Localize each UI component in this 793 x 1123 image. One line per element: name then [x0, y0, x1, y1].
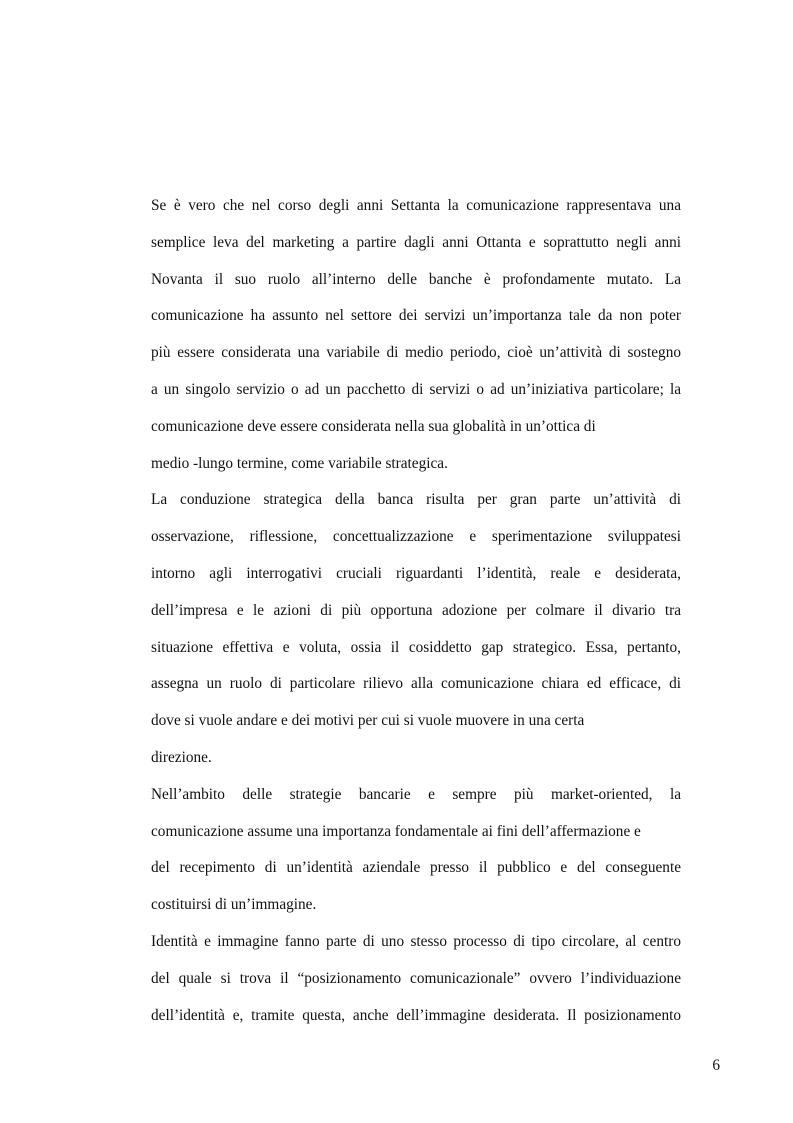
- text-line: dove si vuole andare e dei motivi per cui si vuole muovere in una certa: [151, 712, 585, 730]
- text-line: medio -lungo termine, come variabile strategica.: [151, 454, 448, 472]
- text-line: Identità e immagine fanno parte di uno stesso processo di tipo circolare, al centro: [151, 932, 681, 950]
- text-line: semplice leva del marketing a partire dagli anni Ottanta e soprattutto negli anni: [151, 233, 681, 251]
- text-line: comunicazione assume una importanza fondamentale ai fini dell’affermazione e: [151, 822, 641, 840]
- text-line: più essere considerata una variabile di medio periodo, cioè un’attività di sostegno: [151, 344, 681, 362]
- text-line: dell’identità e, tramite questa, anche dell’immagine desiderata. Il posizionamento: [151, 1006, 681, 1024]
- text-line: Se è vero che nel corso degli anni Settanta la comunicazione rappresentava una: [151, 197, 681, 214]
- text-line: a un singolo servizio o ad un pacchetto di servizi o ad un’iniziativa particolare; la: [151, 380, 681, 398]
- page-body: [151, 188, 681, 1034]
- text-line: Nell’ambito delle strategie bancarie e sempre più market-oriented, la: [151, 785, 681, 803]
- text-line: assegna un ruolo di particolare rilievo alla comunicazione chiara ed efficace, di: [151, 675, 681, 693]
- text-line: del quale si trova il “posizionamento comunicazionale” ovvero l’individuazione: [151, 969, 681, 987]
- text-line: osservazione, riflessione, concettualizzazione e sperimentazione sviluppatesi: [151, 528, 681, 546]
- text-line: situazione effettiva e voluta, ossia il cosiddetto gap strategico. Essa, pertanto,: [151, 638, 681, 656]
- text-line: intorno agli interrogativi cruciali riguardanti l’identità, reale e desiderata,: [151, 564, 681, 582]
- text-line: costituirsi di un’immagine.: [151, 896, 317, 914]
- text-line: comunicazione deve essere considerata nella sua globalità in un’ottica di: [151, 417, 596, 435]
- page-number: 6: [712, 1057, 720, 1074]
- text-line: Novanta il suo ruolo all’interno delle banche è profondamente mutato. La: [151, 270, 681, 288]
- text-line: La conduzione strategica della banca risulta per gran parte un’attività di: [151, 491, 681, 509]
- text-line: dell’impresa e le azioni di più opportuna adozione per colmare il divario tra: [151, 601, 681, 619]
- text-line: comunicazione ha assunto nel settore dei servizi un’importanza tale da non poter: [151, 307, 681, 325]
- text-line: direzione.: [151, 748, 212, 766]
- text-line: del recepimento di un’identità aziendale presso il pubblico e del conseguente: [151, 859, 681, 877]
